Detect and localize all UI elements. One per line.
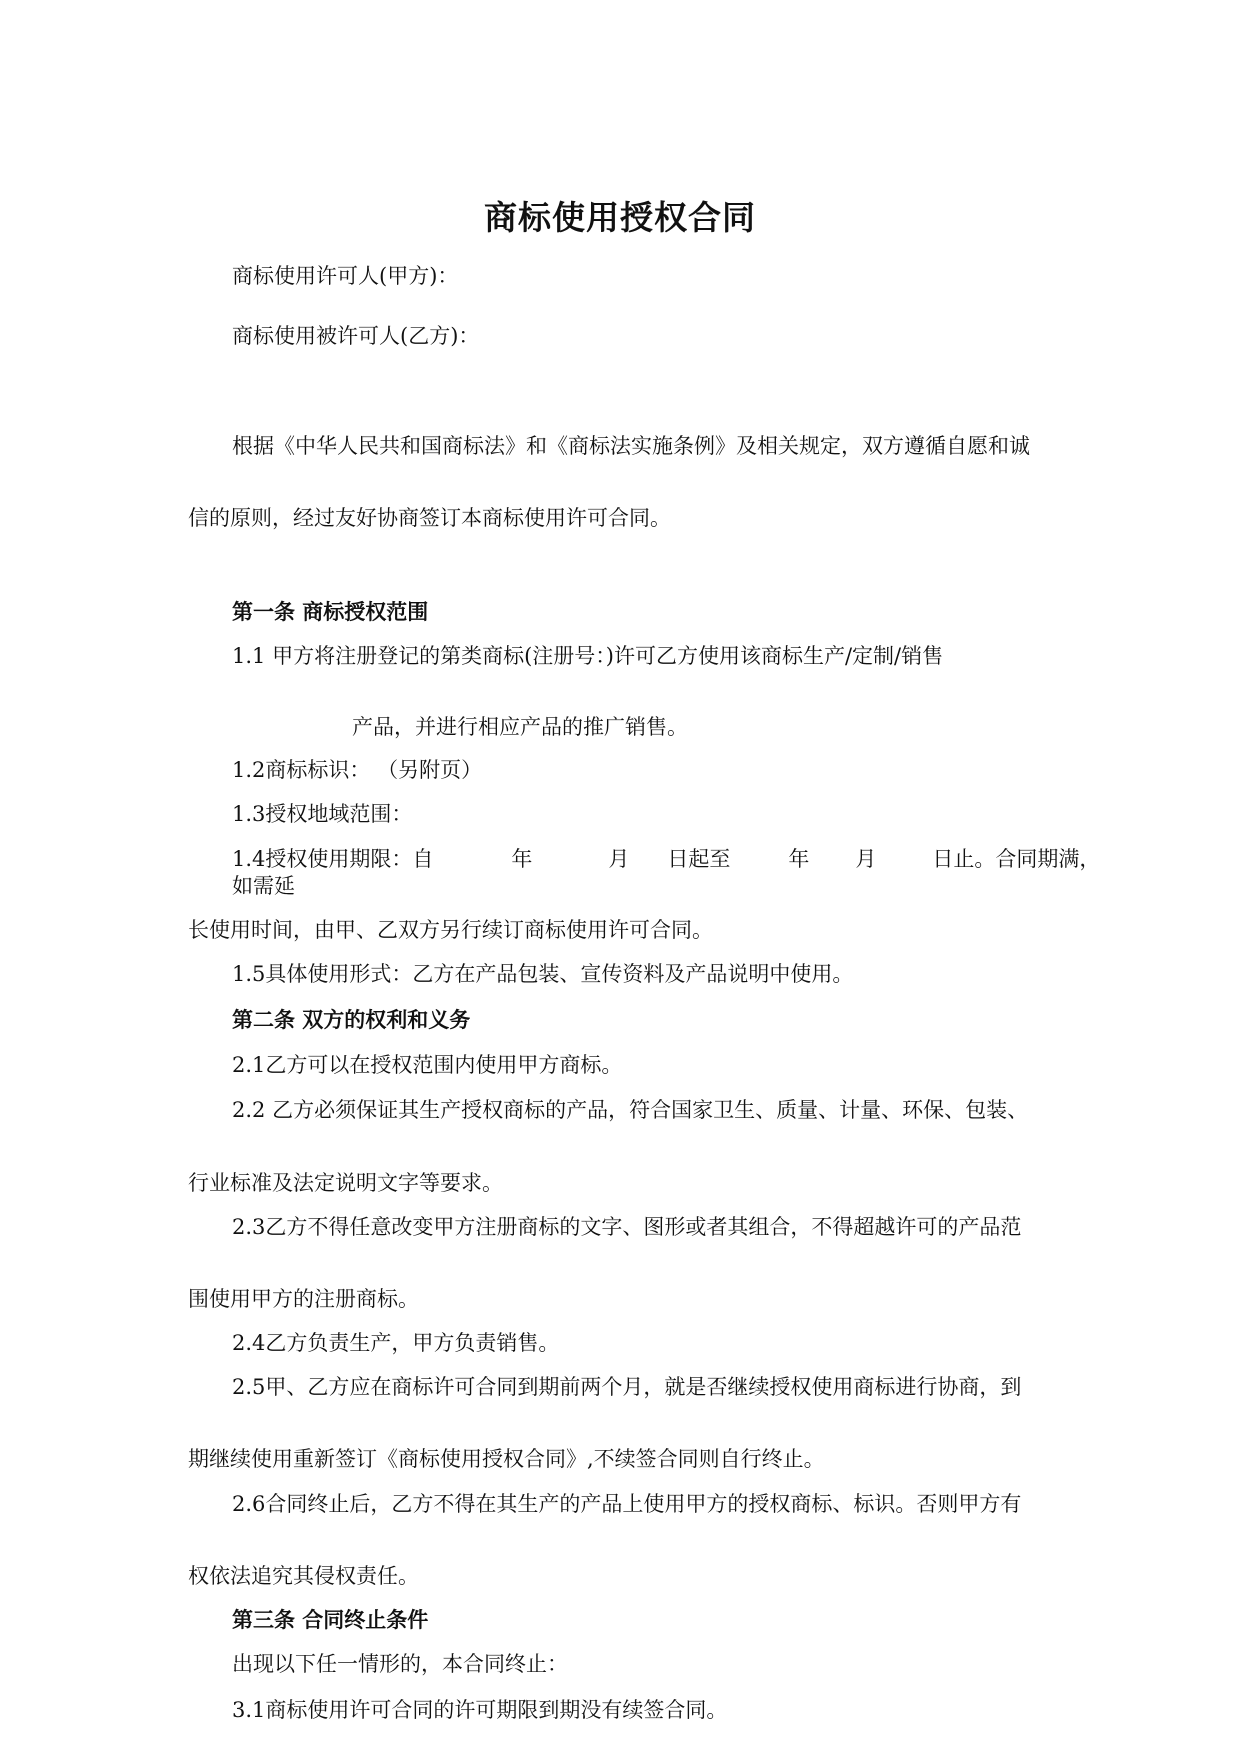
article-3-intro: 出现以下任一情形的，本合同终止： [232, 1652, 568, 1676]
clause-1-4-year-2: 年 [788, 847, 810, 871]
clause-2-6-line-1: 2.6合同终止后，乙方不得在其生产的产品上使用甲方的授权商标、标识。否则甲方有 [232, 1492, 1022, 1516]
clause-2-1: 2.1乙方可以在授权范围内使用甲方商标。 [232, 1053, 623, 1077]
clause-1-4-month-1: 月 [608, 847, 630, 871]
clause-1-3: 1.3授权地域范围： [232, 802, 413, 826]
clause-3-1: 3.1商标使用许可合同的许可期限到期没有续签合同。 [232, 1698, 728, 1722]
clause-1-4-day-2: 日止。合同期满， [932, 847, 1101, 871]
clause-2-4: 2.4乙方负责生产，甲方负责销售。 [232, 1331, 560, 1355]
article-2-heading: 第二条 双方的权利和义务 [232, 1008, 471, 1032]
clause-1-1-line-2: 产品，并进行相应产品的推广销售。 [352, 715, 688, 739]
document-title: 商标使用授权合同 [484, 198, 756, 237]
clause-1-1-line-1: 1.1 甲方将注册登记的第类商标(注册号：)许可乙方使用该商标生产/定制/销售 [232, 644, 944, 668]
clause-2-3-line-1: 2.3乙方不得任意改变甲方注册商标的文字、图形或者其组合，不得超越许可的产品范 [232, 1215, 1022, 1239]
preamble-line-2: 信的原则，经过友好协商签订本商标使用许可合同。 [188, 506, 671, 530]
article-3-heading: 第三条 合同终止条件 [232, 1608, 429, 1632]
clause-2-6-line-2: 权依法追究其侵权责任。 [188, 1564, 419, 1588]
clause-2-5-line-1: 2.5甲、乙方应在商标许可合同到期前两个月，就是否继续授权使用商标进行协商，到 [232, 1375, 1022, 1399]
party-b-label: 商标使用被许可人(乙方)： [232, 324, 480, 348]
clause-1-5: 1.5具体使用形式：乙方在产品包装、宣传资料及产品说明中使用。 [232, 962, 854, 986]
clause-2-2-line-1: 2.2 乙方必须保证其生产授权商标的产品，符合国家卫生、质量、计量、环保、包装、 [232, 1098, 1029, 1122]
clause-2-5-line-2: 期继续使用重新签订《商标使用授权合同》,不续签合同则自行终止。 [188, 1447, 825, 1471]
clause-1-4-month-2: 月 [855, 847, 877, 871]
clause-1-4-day-1: 日起至 [667, 847, 731, 871]
clause-2-2-line-2: 行业标准及法定说明文字等要求。 [188, 1171, 503, 1195]
clause-1-4-year-1: 年 [511, 847, 533, 871]
party-a-label: 商标使用许可人(甲方)： [232, 264, 459, 288]
clause-1-4-wrap: 如需延 [232, 874, 295, 898]
article-1-heading: 第一条 商标授权范围 [232, 600, 429, 624]
clause-2-3-line-2: 围使用甲方的注册商标。 [188, 1287, 419, 1311]
preamble-line-1: 根据《中华人民共和国商标法》和《商标法实施条例》及相关规定，双方遵循自愿和诚 [232, 434, 1030, 458]
clause-1-4-line-2: 长使用时间，由甲、乙双方另行续订商标使用许可合同。 [188, 918, 713, 942]
clause-1-4-line-1 [232, 845, 1100, 873]
clause-1-4-prefix: 1.4授权使用期限：自 [232, 847, 434, 871]
clause-1-2: 1.2商标标识： （另附页） [232, 758, 483, 782]
